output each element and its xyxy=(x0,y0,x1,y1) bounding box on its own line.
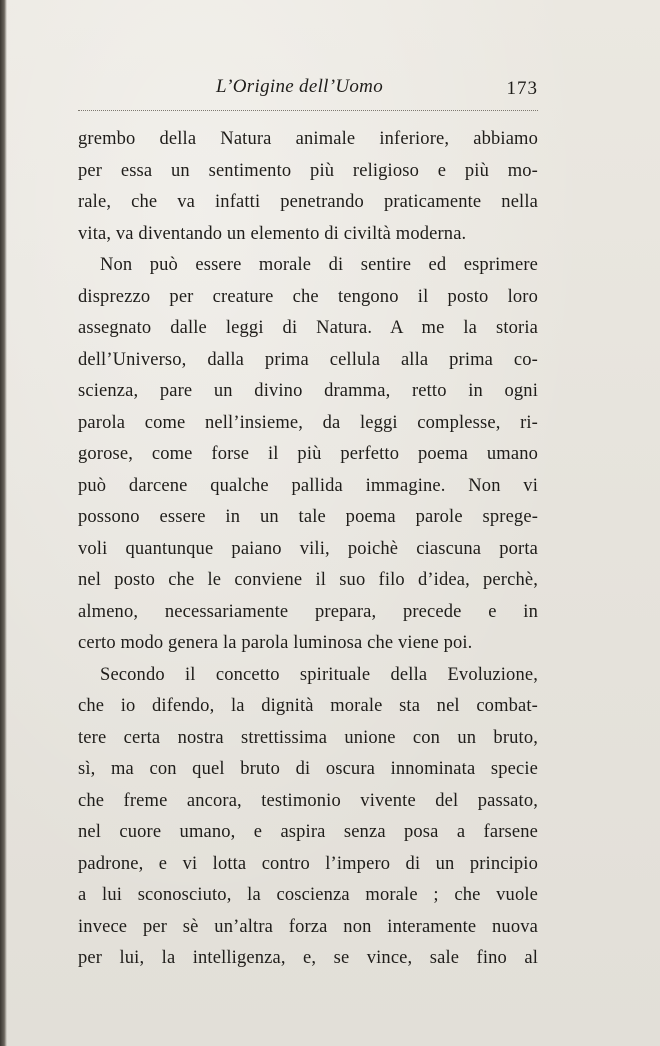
text-line: per lui, la intelligenza, e, se vince, sale fino al xyxy=(78,948,538,968)
text-line: scienza, pare un divino dramma, retto in ogni xyxy=(78,381,538,401)
text-line: gorose, come forse il più perfetto poema umano xyxy=(78,444,538,464)
text-line: a lui sconosciuto, la coscienza morale ; che vuole xyxy=(78,885,538,905)
text-line: che freme ancora, testimonio vivente del passato, xyxy=(78,790,538,811)
text-line: sì, ma con quel bruto di oscura innominata specie xyxy=(78,759,538,779)
text-line: padrone, e vi lotta contro l’impero di un principio xyxy=(78,853,538,874)
text-line: invece per sè un’altra forza non interamente nuova xyxy=(78,916,538,937)
text-line: dell’Universo, dalla prima cellula alla prima co- xyxy=(78,349,538,370)
text-line: almeno, necessariamente prepara, precede e in xyxy=(78,601,538,622)
page-number: 173 xyxy=(506,78,538,99)
text-line: tere certa nostra strettissima unione con un bruto, xyxy=(78,727,538,748)
text-line: rale, che va infatti penetrando praticamente nella xyxy=(78,192,538,212)
header-rule xyxy=(78,110,538,111)
page-header xyxy=(78,76,538,104)
text-line: Secondo il concetto spirituale della Evoluzione, xyxy=(100,664,538,685)
text-line: che io difendo, la dignità morale sta nel combat- xyxy=(78,696,538,716)
text-line: certo modo genera la parola luminosa che viene poi. xyxy=(78,633,473,653)
page-spine-shadow xyxy=(0,0,7,1046)
body-text xyxy=(78,124,538,975)
text-line: può darcene qualche pallida immagine. Non vi xyxy=(78,475,538,496)
text-line: parola come nell’insieme, da leggi complesse, ri- xyxy=(78,412,538,433)
text-line: voli quantunque paiano vili, poichè ciascuna porta xyxy=(78,538,538,559)
text-line: Non può essere morale di sentire ed esprimere xyxy=(100,255,538,275)
running-title: L’Origine dell’Uomo xyxy=(216,76,384,97)
text-line: per essa un sentimento più religioso e più mo- xyxy=(78,160,538,181)
text-line: nel cuore umano, e aspira senza posa a farsene xyxy=(78,822,538,842)
text-line: disprezzo per creature che tengono il posto loro xyxy=(78,286,538,307)
text-line: vita, va diventando un elemento di civiltà moderna. xyxy=(78,223,467,244)
text-line: nel posto che le conviene il suo filo d’idea, perchè, xyxy=(78,570,538,590)
text-line: grembo della Natura animale inferiore, abbiamo xyxy=(78,129,538,149)
text-line: assegnato dalle leggi di Natura. A me la storia xyxy=(78,318,538,338)
text-line: possono essere in un tale poema parole sprege- xyxy=(78,507,538,527)
